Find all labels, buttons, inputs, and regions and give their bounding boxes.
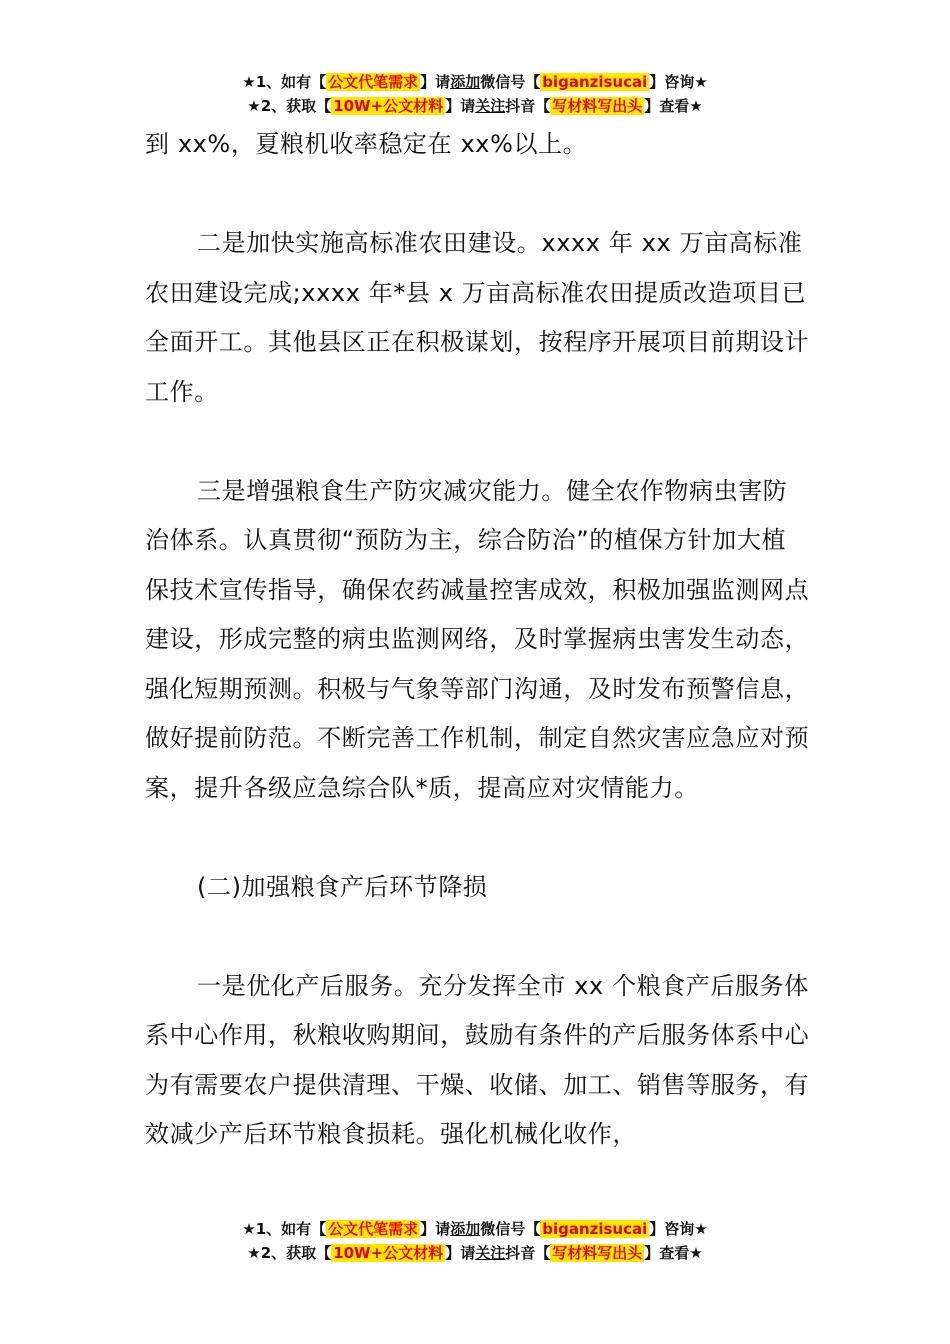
paragraph: 到 xx%，夏粮机收率稳定在 xx%以上。 <box>145 130 588 158</box>
paragraph-gap <box>145 170 810 220</box>
paragraph: 一是优化产后服务。充分发挥全市 xx 个粮食产后服务体系中心作用，秋粮收购期间，鼓励有条件的产后服务体系中心为有需要农户提供清理、干燥、收储、加工、销售等服务，有效减少产后环节粮食损耗。强化机械化收作， <box>145 971 810 1148</box>
footer-banner-line-2 <box>0 1241 950 1265</box>
header-banner-line-1 <box>0 70 950 94</box>
paragraph-gap <box>145 417 810 467</box>
banner-highlight: 写材料写出头 <box>552 1244 643 1262</box>
banner-emphasis: 关注 <box>475 97 506 115</box>
banner-text: 微信号【 <box>480 1220 541 1238</box>
banner-text: 】查看★ <box>644 1244 703 1262</box>
paragraph: 二是加快实施高标准农田建设。xxxx 年 xx 万亩高标准农田建设完成;xxxx 年*县 x 万亩高标准农田提质改造项目已全面开工。其他县区正在积极谋划，按程序开展项目前期设计工作。 <box>145 229 810 406</box>
footer-banner-line-1 <box>0 1217 950 1241</box>
banner-text: ★2、获取【 <box>247 1244 332 1262</box>
banner-highlight: 10W+公文材料 <box>333 97 444 115</box>
banner-text: 】咨询★ <box>649 1220 708 1238</box>
banner-emphasis: 添加 <box>450 1220 481 1238</box>
banner-text: 】请 <box>420 73 451 91</box>
banner-text: 抖音【 <box>505 97 551 115</box>
banner-emphasis: 关注 <box>475 1244 506 1262</box>
paragraph-gap <box>145 813 810 863</box>
paragraph-gap <box>145 912 810 962</box>
document-body <box>145 120 810 1160</box>
banner-highlight: biganzisucai <box>542 1220 648 1238</box>
banner-highlight: biganzisucai <box>542 73 648 91</box>
header-banner <box>0 70 950 118</box>
banner-highlight: 10W+公文材料 <box>333 1244 444 1262</box>
banner-text: ★1、如有【 <box>242 73 327 91</box>
banner-text: 】请 <box>445 97 476 115</box>
banner-text: ★1、如有【 <box>242 1220 327 1238</box>
footer-banner <box>0 1217 950 1265</box>
banner-text: 微信号【 <box>480 73 541 91</box>
banner-highlight: 写材料写出头 <box>552 97 643 115</box>
banner-text: ★2、获取【 <box>247 97 332 115</box>
banner-text: 抖音【 <box>505 1244 551 1262</box>
banner-text: 】查看★ <box>644 97 703 115</box>
section-heading: (二)加强粮食产后环节降损 <box>197 872 488 901</box>
paragraph: 三是增强粮食生产防灾减灾能力。健全农作物病虫害防治体系。认真贯彻“预防为主，综合防治”的植保方针加大植保技术宣传指导，确保农药减量控害成效，积极加强监测网点建设，形成完整的病虫监测网络，及时掌握病虫害发生动态，强化短期预测。积极与气象等部门沟通，及时发布预警信息，做好提前防范。不断完善工作机制，制定自然灾害应急应对预案，提升各级应急综合队*质，提高应对灾情能力。 <box>145 476 810 802</box>
header-banner-line-2 <box>0 94 950 118</box>
banner-highlight: 公文代笔需求 <box>328 73 419 91</box>
banner-text: 】请 <box>445 1244 476 1262</box>
banner-highlight: 公文代笔需求 <box>328 1220 419 1238</box>
banner-emphasis: 添加 <box>450 73 481 91</box>
banner-text: 】咨询★ <box>649 73 708 91</box>
banner-text: 】请 <box>420 1220 451 1238</box>
